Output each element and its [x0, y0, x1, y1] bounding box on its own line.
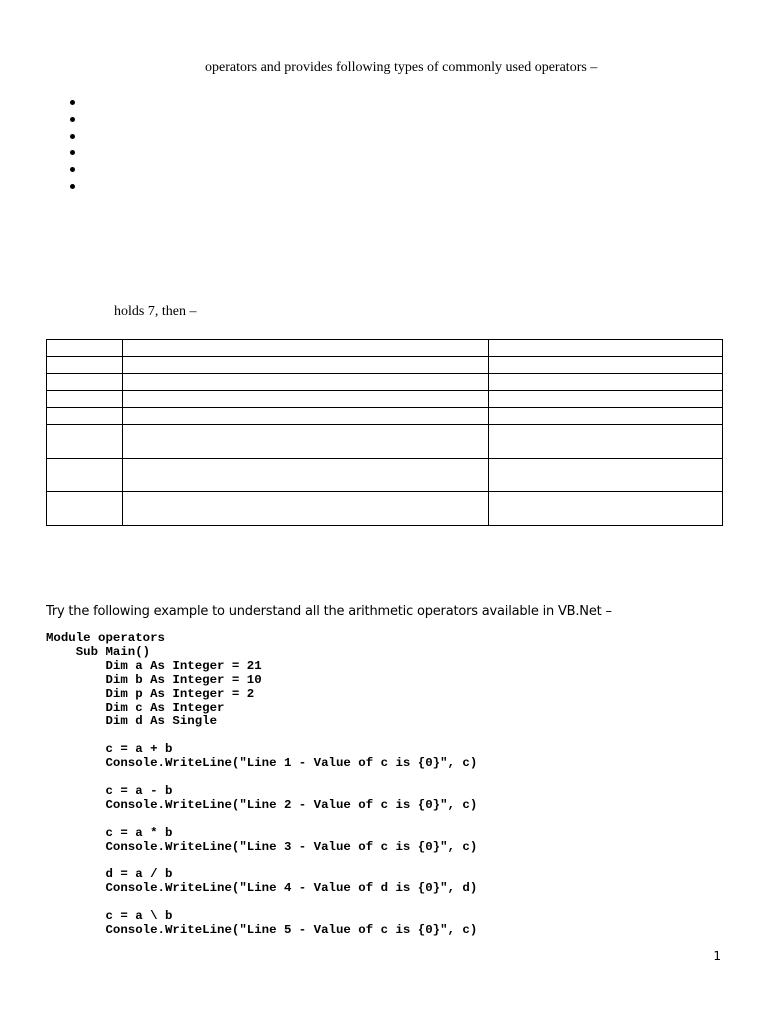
code-line: Dim d As Single — [46, 714, 218, 729]
operators-table — [46, 339, 723, 526]
table-cell — [123, 357, 489, 374]
table-cell — [123, 374, 489, 391]
code-block — [46, 632, 477, 938]
table-cell — [489, 340, 723, 357]
page-number: 1 — [713, 949, 721, 963]
code-line: Console.WriteLine("Line 1 - Value of c is {0}", c) — [46, 756, 478, 771]
example-intro-text: Try the following example to understand all the arithmetic operators available in VB.Net – — [46, 604, 612, 619]
table-cell — [123, 391, 489, 408]
operators-table-body — [47, 340, 723, 526]
bullet-dot-icon — [70, 100, 75, 105]
code-line — [46, 729, 477, 743]
table-cell — [47, 408, 123, 425]
table-cell — [489, 459, 723, 492]
code-line: Module operators — [46, 631, 165, 645]
code-line: Dim a As Integer = 21 — [46, 658, 262, 673]
table-cell — [489, 425, 723, 459]
table-cell — [123, 492, 489, 526]
code-line: Dim c As Integer — [46, 700, 225, 715]
table-row — [47, 391, 723, 408]
table-cell — [489, 357, 723, 374]
table-cell — [47, 374, 123, 391]
table-row — [47, 459, 723, 492]
table-cell — [47, 340, 123, 357]
table-cell — [123, 459, 489, 492]
code-line — [46, 855, 477, 869]
table-cell — [489, 391, 723, 408]
code-line: Dim p As Integer = 2 — [46, 686, 255, 701]
table-row — [47, 492, 723, 526]
table-cell — [123, 340, 489, 357]
bullet-dot-icon — [70, 184, 75, 189]
code-line: Console.WriteLine("Line 5 - Value of c is {0}", c) — [46, 923, 478, 938]
table-cell — [47, 492, 123, 526]
intro-text: operators and provides following types of commonly used operators – — [205, 60, 598, 75]
table-row — [47, 408, 723, 425]
table-cell — [47, 459, 123, 492]
table-cell — [123, 408, 489, 425]
bullet-dot-icon — [70, 167, 75, 172]
code-line: c = a + b — [46, 742, 173, 757]
holds-text: holds 7, then – — [114, 304, 197, 319]
table-row — [47, 340, 723, 357]
code-line: c = a \ b — [46, 909, 173, 924]
table-cell — [47, 425, 123, 459]
table-cell — [123, 425, 489, 459]
table-cell — [47, 357, 123, 374]
code-line: Sub Main() — [46, 644, 151, 659]
table-row — [47, 357, 723, 374]
bullet-dot-icon — [70, 117, 75, 122]
code-line: Console.WriteLine("Line 2 - Value of c is {0}", c) — [46, 797, 478, 812]
bullet-dot-icon — [70, 134, 75, 139]
code-line: Console.WriteLine("Line 4 - Value of d is {0}", d) — [46, 881, 478, 896]
table-cell — [489, 374, 723, 391]
table-cell — [489, 492, 723, 526]
bullet-dot-icon — [70, 150, 75, 155]
code-line — [46, 771, 477, 785]
code-line: Dim b As Integer = 10 — [46, 672, 262, 687]
table-cell — [47, 391, 123, 408]
code-line — [46, 896, 477, 910]
code-line — [46, 813, 477, 827]
code-line: d = a / b — [46, 867, 173, 882]
code-line: c = a * b — [46, 825, 173, 840]
table-row — [47, 425, 723, 459]
code-line: c = a - b — [46, 783, 173, 798]
table-cell — [489, 408, 723, 425]
code-line: Console.WriteLine("Line 3 - Value of c is {0}", c) — [46, 839, 478, 854]
table-row — [47, 374, 723, 391]
